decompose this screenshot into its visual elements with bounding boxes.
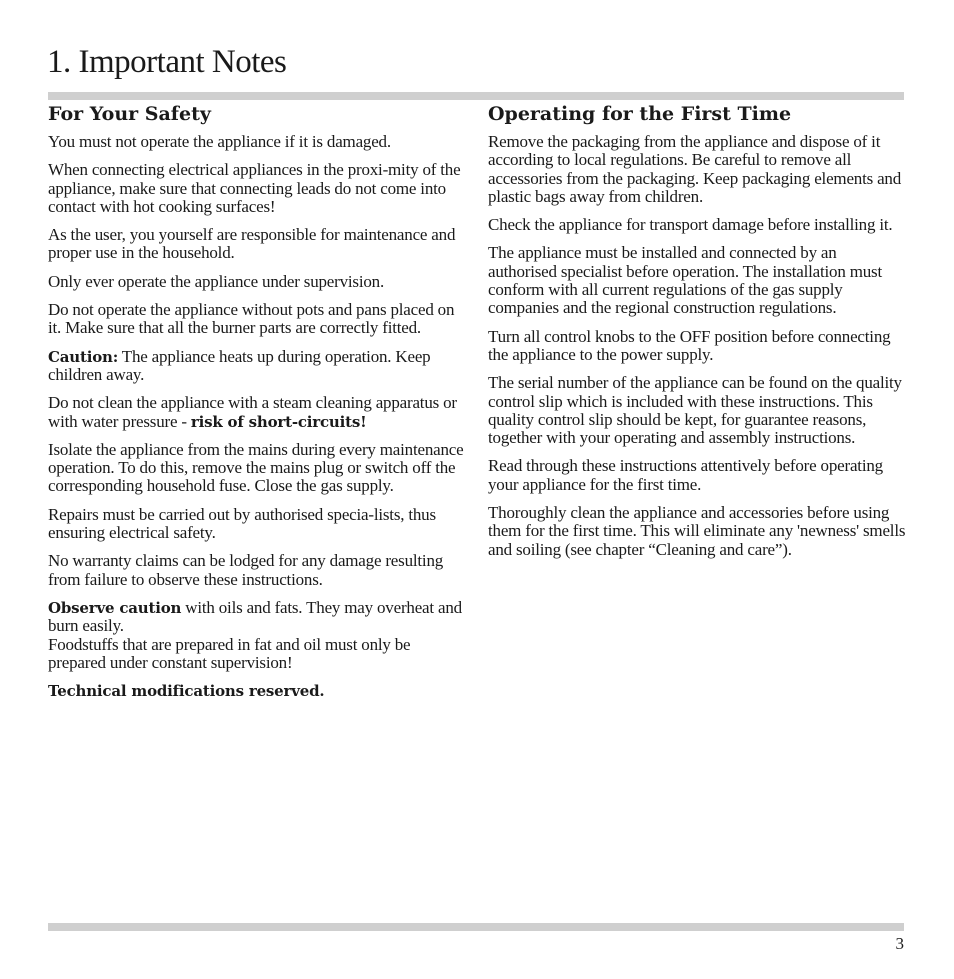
footer-rule [48, 923, 904, 931]
page-title: 1. Important Notes [47, 44, 287, 80]
paragraph-text: The appliance heats up during operation. Keep children away. [48, 346, 431, 384]
warning-text: risk of short-circuits! [190, 412, 367, 431]
paragraph [48, 394, 466, 431]
paragraph [48, 599, 466, 672]
left-column [48, 103, 466, 710]
paragraph: The appliance must be installed and connected by an authorised specialist before operation. The installation must conform with all current regulations of the gas supply companies and the regional construction regulations. [488, 243, 882, 318]
paragraph [48, 348, 466, 385]
paragraph-text: with oils and fats. They may overheat and burn easily. [48, 597, 462, 636]
right-column [488, 103, 908, 569]
observe-caution-label: Observe caution [48, 598, 182, 617]
paragraph: Remove the packaging from the appliance and dispose of it according to local regulations. Be careful to remove all accessories from the packaging. Keep packaging elements and plastic bags away from children. [488, 132, 902, 206]
paragraph: No warranty claims can be lodged for any damage resulting from failure to observe these instructions. [48, 551, 444, 589]
page-number: 3 [895, 934, 904, 953]
header-rule [48, 92, 904, 100]
section-heading-first-time: Operating for the First Time [488, 103, 792, 125]
section-heading-safety: For Your Safety [48, 103, 211, 125]
paragraph: Turn all control knobs to the OFF position before connecting the appliance to the power supply. [488, 326, 891, 364]
paragraph: Only ever operate the appliance under supervision. [48, 271, 385, 291]
paragraph-text: Do not clean the appliance with a steam cleaning apparatus or with water pressure - [48, 393, 457, 431]
paragraph: You must not operate the appliance if it is damaged. [48, 132, 391, 151]
paragraph: As the user, you yourself are responsible for maintenance and proper use in the household. [48, 225, 456, 263]
paragraph: Do not operate the appliance without pots and pans placed on it. Make sure that all the burner parts are correctly fitted. [48, 300, 455, 338]
paragraph: When connecting electrical appliances in the proxi-mity of the appliance, make sure that connecting leads do not come into contact with hot cooking surfaces! [48, 160, 461, 216]
caution-label: Caution: [48, 347, 119, 366]
paragraph: Repairs must be carried out by authorised specia-lists, thus ensuring electrical safety. [48, 504, 436, 543]
paragraph: Read through these instructions attentively before operating your appliance for the first time. [488, 456, 883, 494]
paragraph: Thoroughly clean the appliance and accessories before using them for the first time. This will eliminate any 'newness' smells and soiling (see chapter “Cleaning and care”). [488, 503, 906, 559]
paragraph: Isolate the appliance from the mains during every maintenance operation. To do this, remove the mains plug or switch off the corresponding household fuse. Close the gas supply. [48, 439, 464, 496]
paragraph-text: Foodstuffs that are prepared in fat and oil must only be prepared under constant supervision! [48, 634, 411, 672]
paragraph: The serial number of the appliance can be found on the quality control slip which is included with these instructions. This quality control slip should be kept, for guarantee reasons, together with your operating and assembly instructions. [488, 373, 902, 448]
technical-note: Technical modifications reserved. [48, 682, 325, 701]
paragraph: Check the appliance for transport damage before installing it. [488, 215, 893, 235]
